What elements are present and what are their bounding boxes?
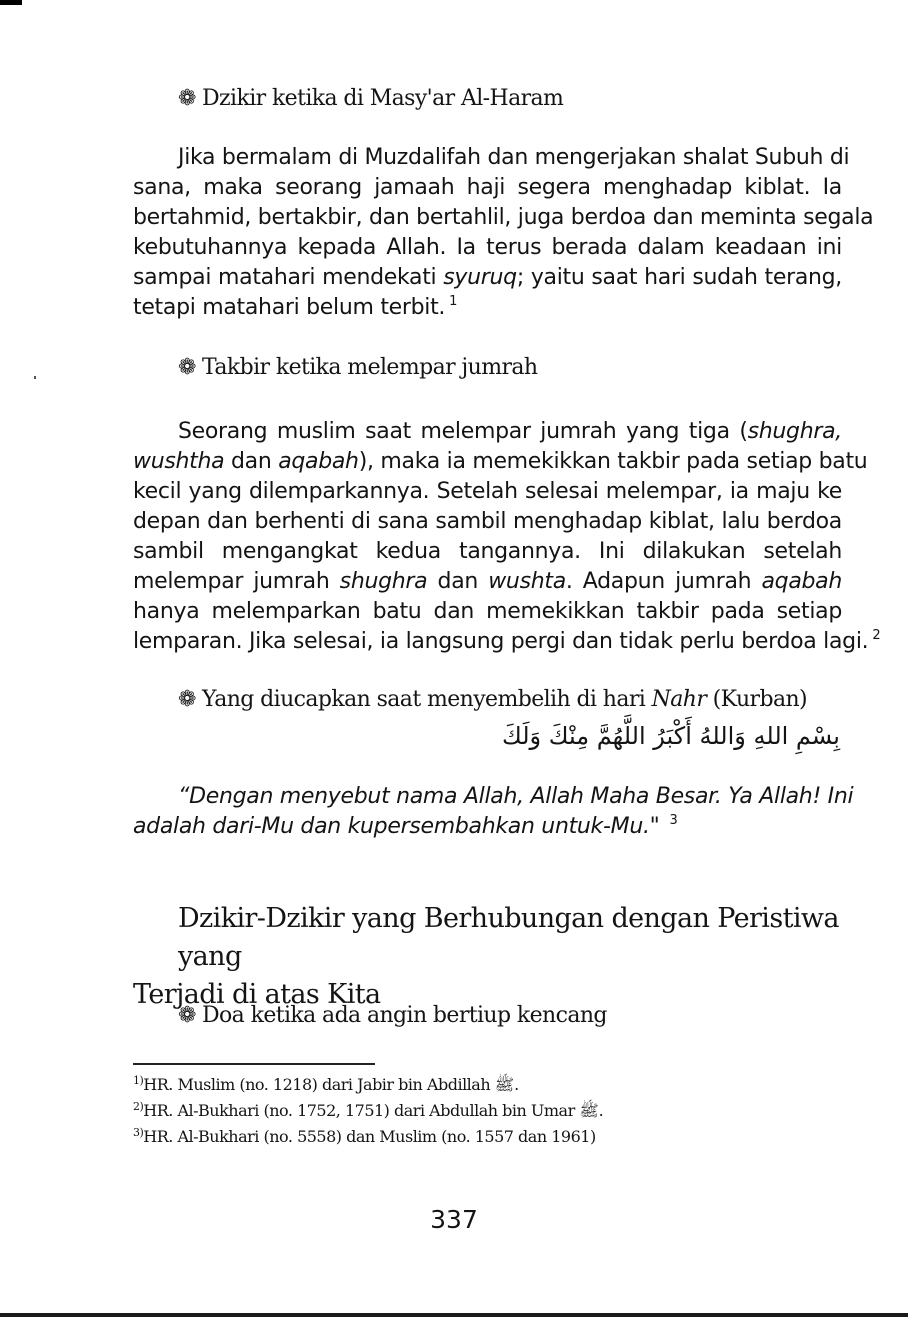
paragraph-line [133,627,881,657]
arabic-supplication: بِسْمِ اللهِ وَاللهُ أَكْبَرُ اللَّهُمَّ مِنْكَ وَلَكَ [501,722,840,750]
text-run: tetapi matahari belum terbit. [133,295,446,320]
paragraph-line [133,417,842,447]
footnote-end: . [598,1101,604,1120]
paragraph-line [133,293,842,323]
footnote-3 [133,1126,596,1146]
italic-term: wushta [488,569,566,594]
footnote-text: HR. Al-Bukhari (no. 5558) dan Muslim (no. 1557 dan 1961) [143,1127,596,1146]
italic-term: syuruq [443,265,517,290]
subheading-text: Dzikir ketika di Masy'ar Al-Haram [202,86,564,111]
italic-term: Nahr [651,687,707,712]
chapter-title [133,900,853,1014]
paragraph-line: depan dan berhenti di sana sambil menghadap kiblat, lalu berdoa [133,509,842,534]
page-bottom-edge [0,1313,908,1317]
ornament-icon: ❁ [178,1003,196,1028]
ornament-icon: ❁ [178,355,196,380]
chapter-title-line: Terjadi di atas Kita [133,979,381,1010]
footnote-text: HR. Muslim (no. 1218) dari Jabir bin Abdillah [143,1075,495,1094]
subheading-takbir-jumrah [178,355,537,380]
footnote-mark: 1) [133,1074,144,1087]
text-run: . Adapun jumrah [565,569,762,594]
paragraph-line: sambil mengangkat kedua tangannya. Ini dilakukan setelah [133,539,842,564]
text-run: lemparan. Jika selesai, ia langsung pergi dan tidak perlu berdoa lagi. [133,629,869,654]
ornament-icon: ❁ [178,687,196,712]
footnote-end: . [514,1075,520,1094]
ornament-icon: ❁ [178,86,196,111]
subheading-angin [178,1003,607,1028]
text-run: ), maka ia memekikkan takbir pada setiap batu [358,449,868,474]
page-number: 337 [430,1205,478,1234]
scan-corner-mark [0,0,22,5]
subheading-text: (Kurban) [706,687,808,712]
footnote-reference: 1 [449,294,458,309]
subheading-text: Yang diucapkan saat menyembelih di hari [202,687,652,712]
italic-term: shughra, [747,419,842,444]
subheading-masyar-al-haram [178,86,563,111]
paragraph-line: Jika bermalam di Muzdalifah dan mengerjakan shalat Subuh di [178,145,850,170]
scan-speck [34,376,36,379]
paragraph-masyar-al-haram [133,143,874,323]
italic-term: aqabah [761,569,842,594]
text-run: dan [224,449,279,474]
paragraph-line: sana, maka seorang jamaah haji segera menghadap kiblat. Ia [133,175,842,200]
subheading-text: Takbir ketika melempar jumrah [202,355,538,380]
chapter-title-line: Dzikir-Dzikir yang Berhubungan dengan Peristiwa yang [178,903,839,972]
footnote-1 [133,1074,519,1098]
subheading-text: Doa ketika ada angin bertiup kencang [202,1003,607,1028]
quote-line [133,812,842,842]
translation-quote [133,782,854,842]
paragraph-line: bertahmid, bertakbir, dan bertahlil, juga berdoa dan meminta segala [133,205,874,230]
paragraph-line [133,447,868,477]
text-run: sampai matahari mendekati [133,265,444,290]
footnote-reference: 3 [669,813,678,828]
text-run: Seorang muslim saat melempar jumrah yang tiga ( [178,419,748,444]
text-run: ; yaitu saat hari sudah terang, [516,265,843,290]
paragraph-line: hanya melemparkan batu dan memekikkan takbir pada setiap [133,599,842,624]
footnote-mark: 2) [133,1100,144,1113]
italic-term: aqabah [278,449,359,474]
text-run: dan [427,569,489,594]
footnote-divider [133,1063,375,1065]
subheading-nahr [178,687,807,712]
footnote-text: HR. Al-Bukhari (no. 1752, 1751) dari Abdullah bin Umar [143,1101,580,1120]
paragraph-line: kecil yang dilemparkannya. Setelah selesai melempar, ia maju ke [133,479,842,504]
paragraph-line [133,263,842,293]
footnote-reference: 2 [872,628,881,643]
paragraph-line [133,567,842,597]
honorific-icon: ﷺ [494,1075,515,1094]
italic-term: shughra [339,569,428,594]
text-run: adalah dari-Mu dan kupersembahkan untuk-Mu." [133,814,660,839]
footnote-mark: 3) [133,1126,144,1139]
footnote-2 [133,1100,604,1124]
paragraph-takbir-jumrah [133,417,881,657]
quote-line: “Dengan menyebut nama Allah, Allah Maha Besar. Ya Allah! Ini [178,784,854,809]
text-run: melempar jumrah [133,569,340,594]
honorific-icon: ﷺ [579,1101,599,1120]
italic-term: wushtha [133,449,225,474]
paragraph-line: kebutuhannya kepada Allah. Ia terus berada dalam keadaan ini [133,235,842,260]
